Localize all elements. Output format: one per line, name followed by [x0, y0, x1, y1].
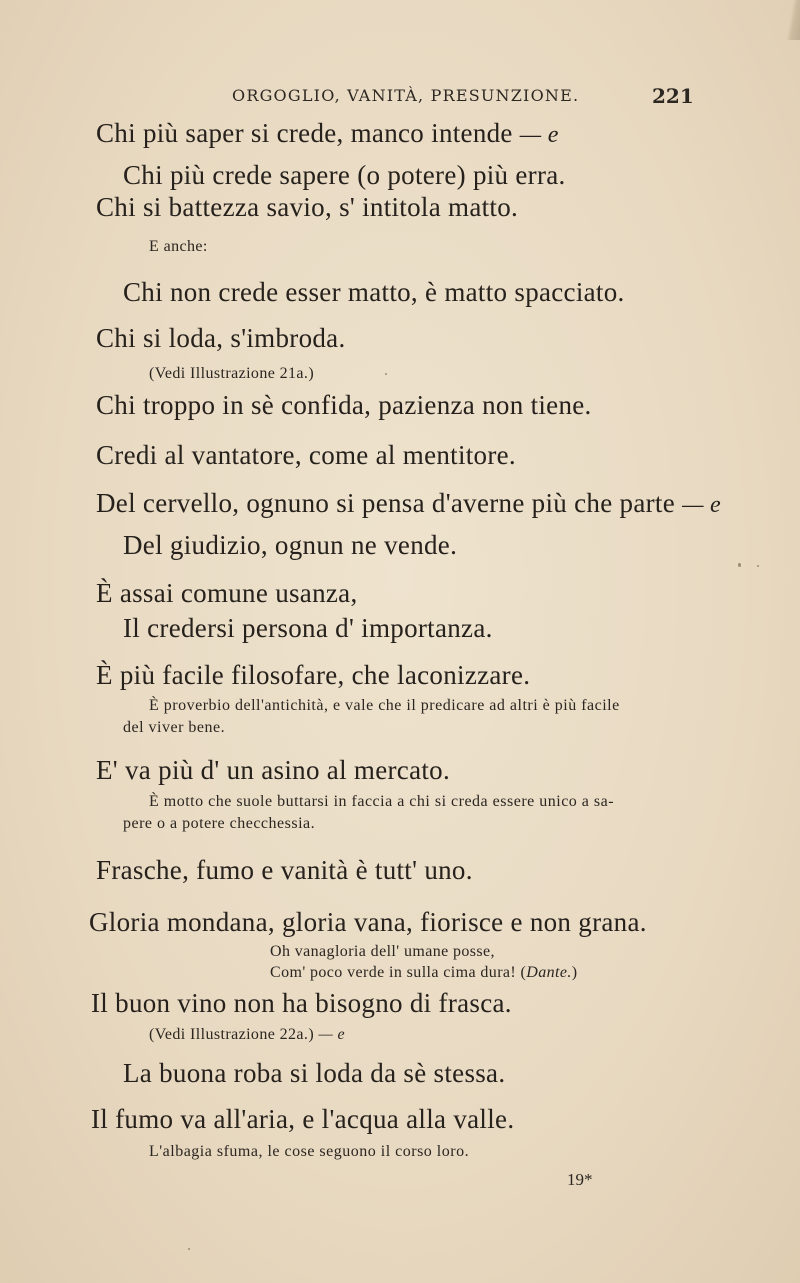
page-number: 221: [652, 84, 694, 108]
proverb-line: Credi al vantatore, come al mentitore.: [96, 440, 516, 470]
note-line: È motto che suole buttarsi in faccia a chi si creda essere unico a sa-: [149, 793, 615, 810]
verse-text: Com' poco verde in sulla cima dura! (: [270, 964, 527, 981]
note-line: (Vedi Illustrazione 21a.): [149, 365, 315, 382]
proverb-line: La buona roba si loda da sè stessa.: [123, 1058, 506, 1088]
proverb-line: Chi si loda, s'imbroda.: [96, 323, 346, 353]
proverb-line: Chi non crede esser matto, è matto spacciato.: [123, 277, 625, 307]
verse-author: Dante.: [526, 964, 572, 981]
signature-mark: 19*: [567, 1170, 593, 1189]
note-line: È proverbio dell'antichità, e vale che il predicare ad altri è più facile: [149, 697, 620, 714]
proverb-line: Chi più crede sapere (o potere) più erra.: [123, 160, 566, 190]
proverb-text: Chi più saper si crede, manco intende: [96, 118, 513, 148]
proverb-line: Frasche, fumo e vanità è tutt' uno.: [96, 855, 473, 885]
note-line: pere o a potere checchessia.: [123, 815, 316, 832]
paper-speck: [188, 1248, 190, 1250]
note-line: [149, 1026, 345, 1044]
paper-speck: [385, 373, 387, 375]
proverb-line: [96, 488, 721, 519]
note-line: E anche:: [149, 238, 208, 255]
conjunction: — e: [519, 122, 559, 148]
proverb-line: Il credersi persona d' importanza.: [123, 613, 493, 643]
proverb-line: Il fumo va all'aria, e l'acqua alla valle.: [91, 1104, 515, 1134]
paper-speck: [757, 565, 759, 567]
conjunction: — e: [318, 1026, 345, 1043]
conjunction: — e: [682, 492, 721, 518]
proverb-line: È assai comune usanza,: [96, 578, 358, 608]
note-text: (Vedi Illustrazione 22a.): [149, 1026, 315, 1043]
proverb-line: Chi troppo in sè confida, pazienza non tiene.: [96, 390, 592, 420]
verse-line: Oh vanagloria dell' umane posse,: [270, 943, 495, 960]
proverb-line: È più facile filosofare, che laconizzare.: [96, 660, 531, 690]
proverb-line: Il buon vino non ha bisogno di frasca.: [91, 988, 512, 1018]
verse-line: [270, 964, 578, 982]
page-header: [0, 86, 800, 116]
verse-end: ): [571, 964, 578, 981]
proverb-line: E' va più d' un asino al mercato.: [96, 755, 451, 785]
running-head: ORGOGLIO, VANITÀ, PRESUNZIONE.: [232, 86, 580, 105]
proverb-line: Gloria mondana, gloria vana, fiorisce e non grana.: [89, 907, 647, 937]
note-line: del viver bene.: [123, 719, 226, 736]
page-corner-shadow: [784, 0, 800, 40]
proverb-text: Del cervello, ognuno si pensa d'averne più che parte: [96, 488, 676, 518]
proverb-line: Del giudizio, ognun ne vende.: [123, 530, 458, 560]
proverb-line: [96, 118, 559, 149]
note-line: L'albagia sfuma, le cose seguono il corso loro.: [149, 1143, 470, 1160]
paper-speck: [738, 563, 741, 567]
proverb-line: Chi si battezza savio, s' intitola matto.: [96, 192, 519, 222]
